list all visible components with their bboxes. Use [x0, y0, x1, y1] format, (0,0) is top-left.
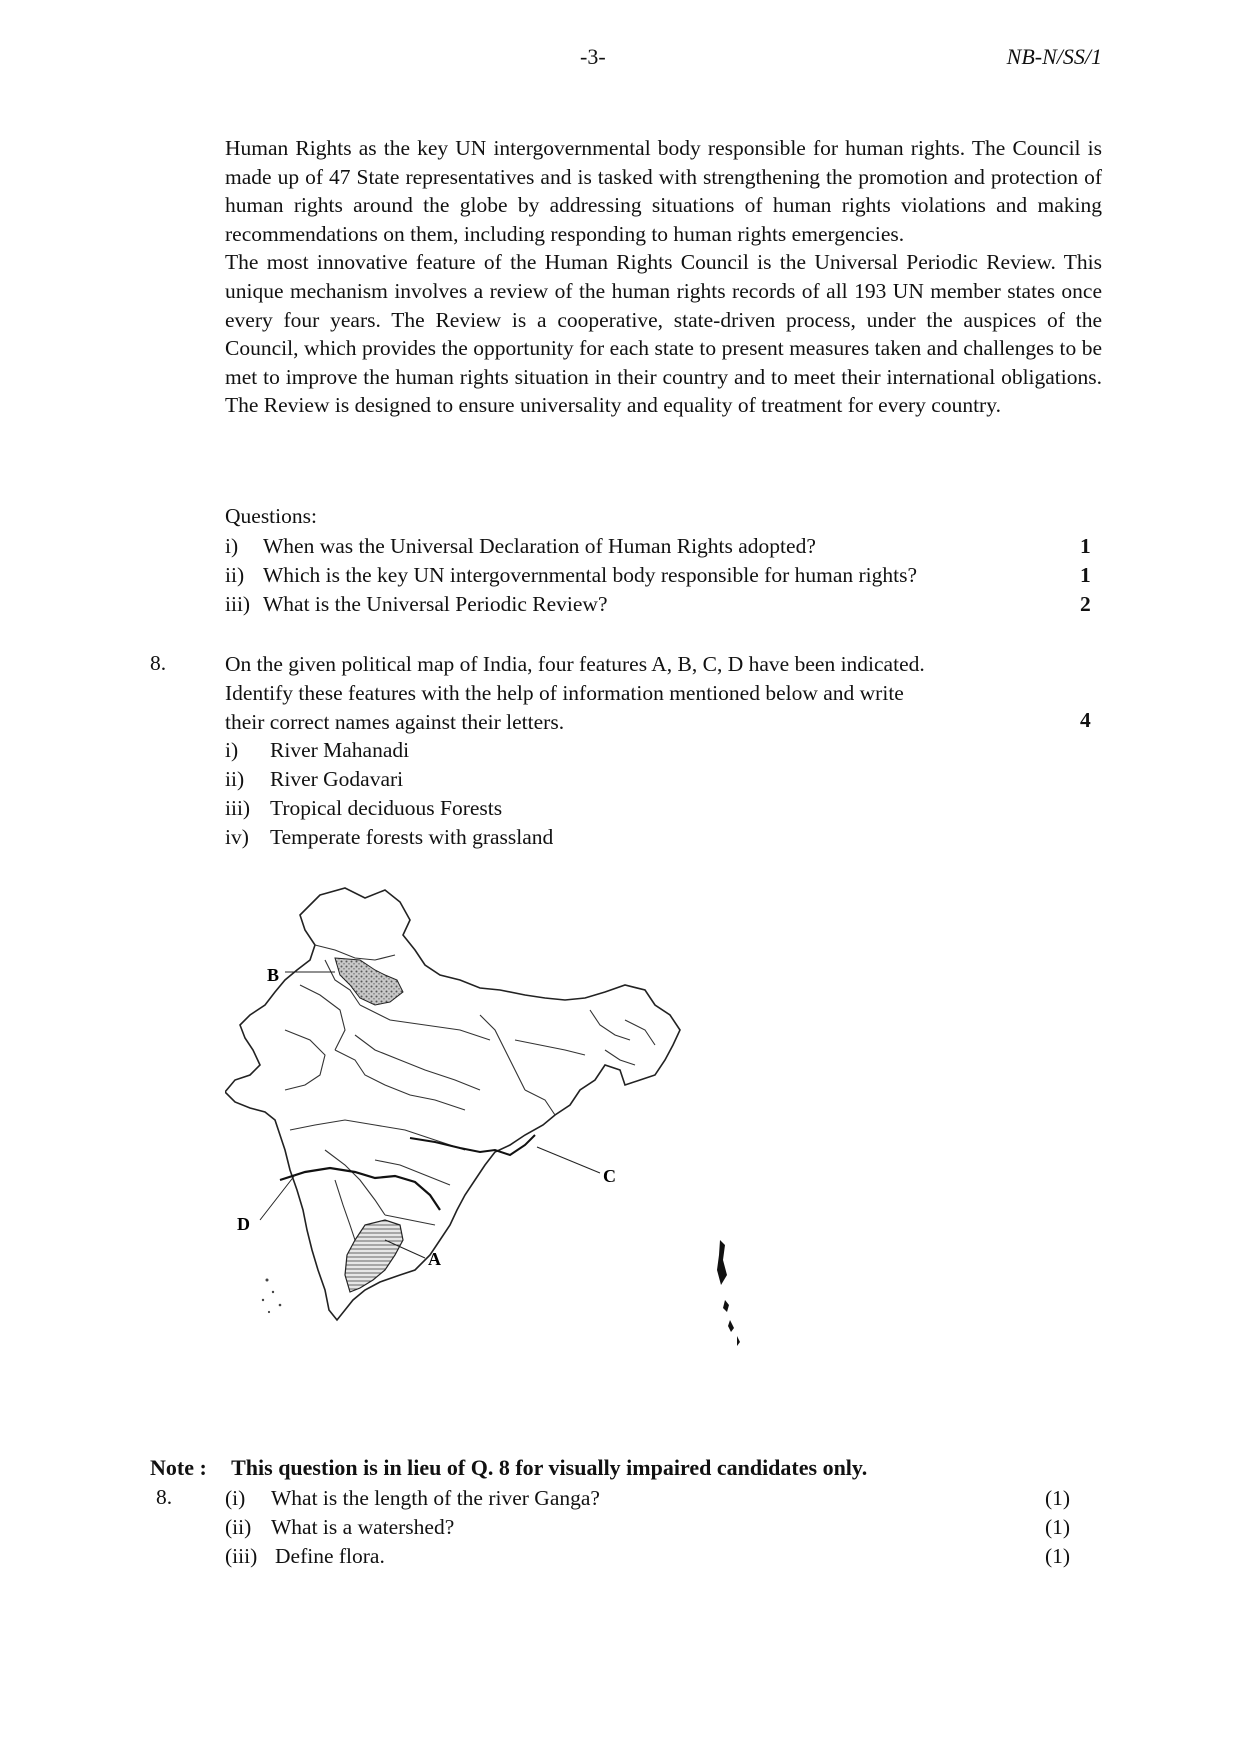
note-item-number: (i) [225, 1486, 246, 1510]
q8-line-1: On the given political map of India, four features A, B, C, D have been indicated. [225, 652, 925, 676]
map-label-c: C [603, 1166, 616, 1186]
q8-line-3: their correct names against their letters. [225, 709, 565, 734]
question-marks: 1 [1080, 534, 1091, 558]
question-marks: 1 [1080, 563, 1091, 587]
note-item-number: (iii) [225, 1544, 258, 1568]
note-text: This question is in lieu of Q. 8 for visually impaired candidates only. [231, 1455, 868, 1480]
page-number: -3- [580, 44, 606, 69]
q8-item-number: ii) [225, 767, 245, 791]
q8-item-number: iv) [225, 825, 249, 849]
feature-a-region [345, 1220, 403, 1292]
andaman-islands [717, 1240, 740, 1346]
note-item-number: (ii) [225, 1515, 252, 1539]
note-item-text: What is a watershed? [271, 1515, 455, 1539]
note-line [150, 1455, 867, 1481]
note-item-marks: (1) [1045, 1486, 1071, 1510]
q8-item-text: Tropical deciduous Forests [270, 796, 503, 820]
india-political-map [225, 880, 765, 1420]
note-question-number: 8. [156, 1485, 173, 1509]
question-8-text [225, 650, 1085, 736]
note-label: Note : [150, 1455, 207, 1480]
note-item-text: Define flora. [275, 1544, 385, 1568]
questions-heading: Questions: [225, 504, 317, 528]
india-outline [225, 888, 680, 1320]
question-number: iii) [225, 592, 251, 616]
passage-paragraph-1: Human Rights as the key UN intergovernmental body responsible for human rights. The Council is made up of 47 State representatives and is tasked with strengthening the promotion and protection of human rights around the globe by addressing situations of human rights violations and making recommendations on them, including responding to human rights emergencies. [225, 136, 1102, 246]
lakshadweep-islands [262, 1279, 282, 1314]
q8-item-number: i) [225, 738, 239, 762]
question-number: ii) [225, 563, 245, 587]
q8-line-2: Identify these features with the help of information mentioned below and write [225, 680, 904, 705]
q8-item-number: iii) [225, 796, 251, 820]
map-label-a: A [428, 1249, 441, 1269]
q8-item-text: River Godavari [270, 767, 404, 791]
question-8-marks: 4 [1080, 708, 1091, 732]
q8-item-text: River Mahanadi [270, 738, 410, 762]
note-item-marks: (1) [1045, 1515, 1071, 1539]
feature-b-region [335, 958, 403, 1005]
map-label-d: D [237, 1214, 250, 1234]
passage [225, 134, 1102, 420]
note-item-text: What is the length of the river Ganga? [271, 1486, 600, 1510]
question-text: When was the Universal Declaration of Human Rights adopted? [263, 534, 816, 558]
question-marks: 2 [1080, 592, 1091, 616]
question-text: Which is the key UN intergovernmental body responsible for human rights? [263, 563, 918, 587]
leader-line-c [537, 1147, 600, 1173]
q8-item-text: Temperate forests with grassland [270, 825, 554, 849]
leader-line-d [260, 1175, 295, 1220]
river-d-line [280, 1168, 440, 1210]
question-text: What is the Universal Periodic Review? [263, 592, 608, 616]
paper-code: NB-N/SS/1 [1006, 44, 1102, 69]
note-item-marks: (1) [1045, 1544, 1071, 1568]
question-8-number: 8. [150, 651, 167, 675]
map-label-b: B [267, 965, 280, 985]
passage-paragraph-2: The most innovative feature of the Human Rights Council is the Universal Periodic Review. This unique mechanism involves a review of the human rights records of all 193 UN member states once every four years. The Review is a cooperative, state-driven process, under the auspices of the Council, which provides the opportunity for each state to present measures taken and challenges to be met to improve the human rights situation in their country and to meet their international obligations. The Review is designed to ensure universality and equality of treatment for every country. [225, 250, 1102, 418]
question-number: i) [225, 534, 239, 558]
